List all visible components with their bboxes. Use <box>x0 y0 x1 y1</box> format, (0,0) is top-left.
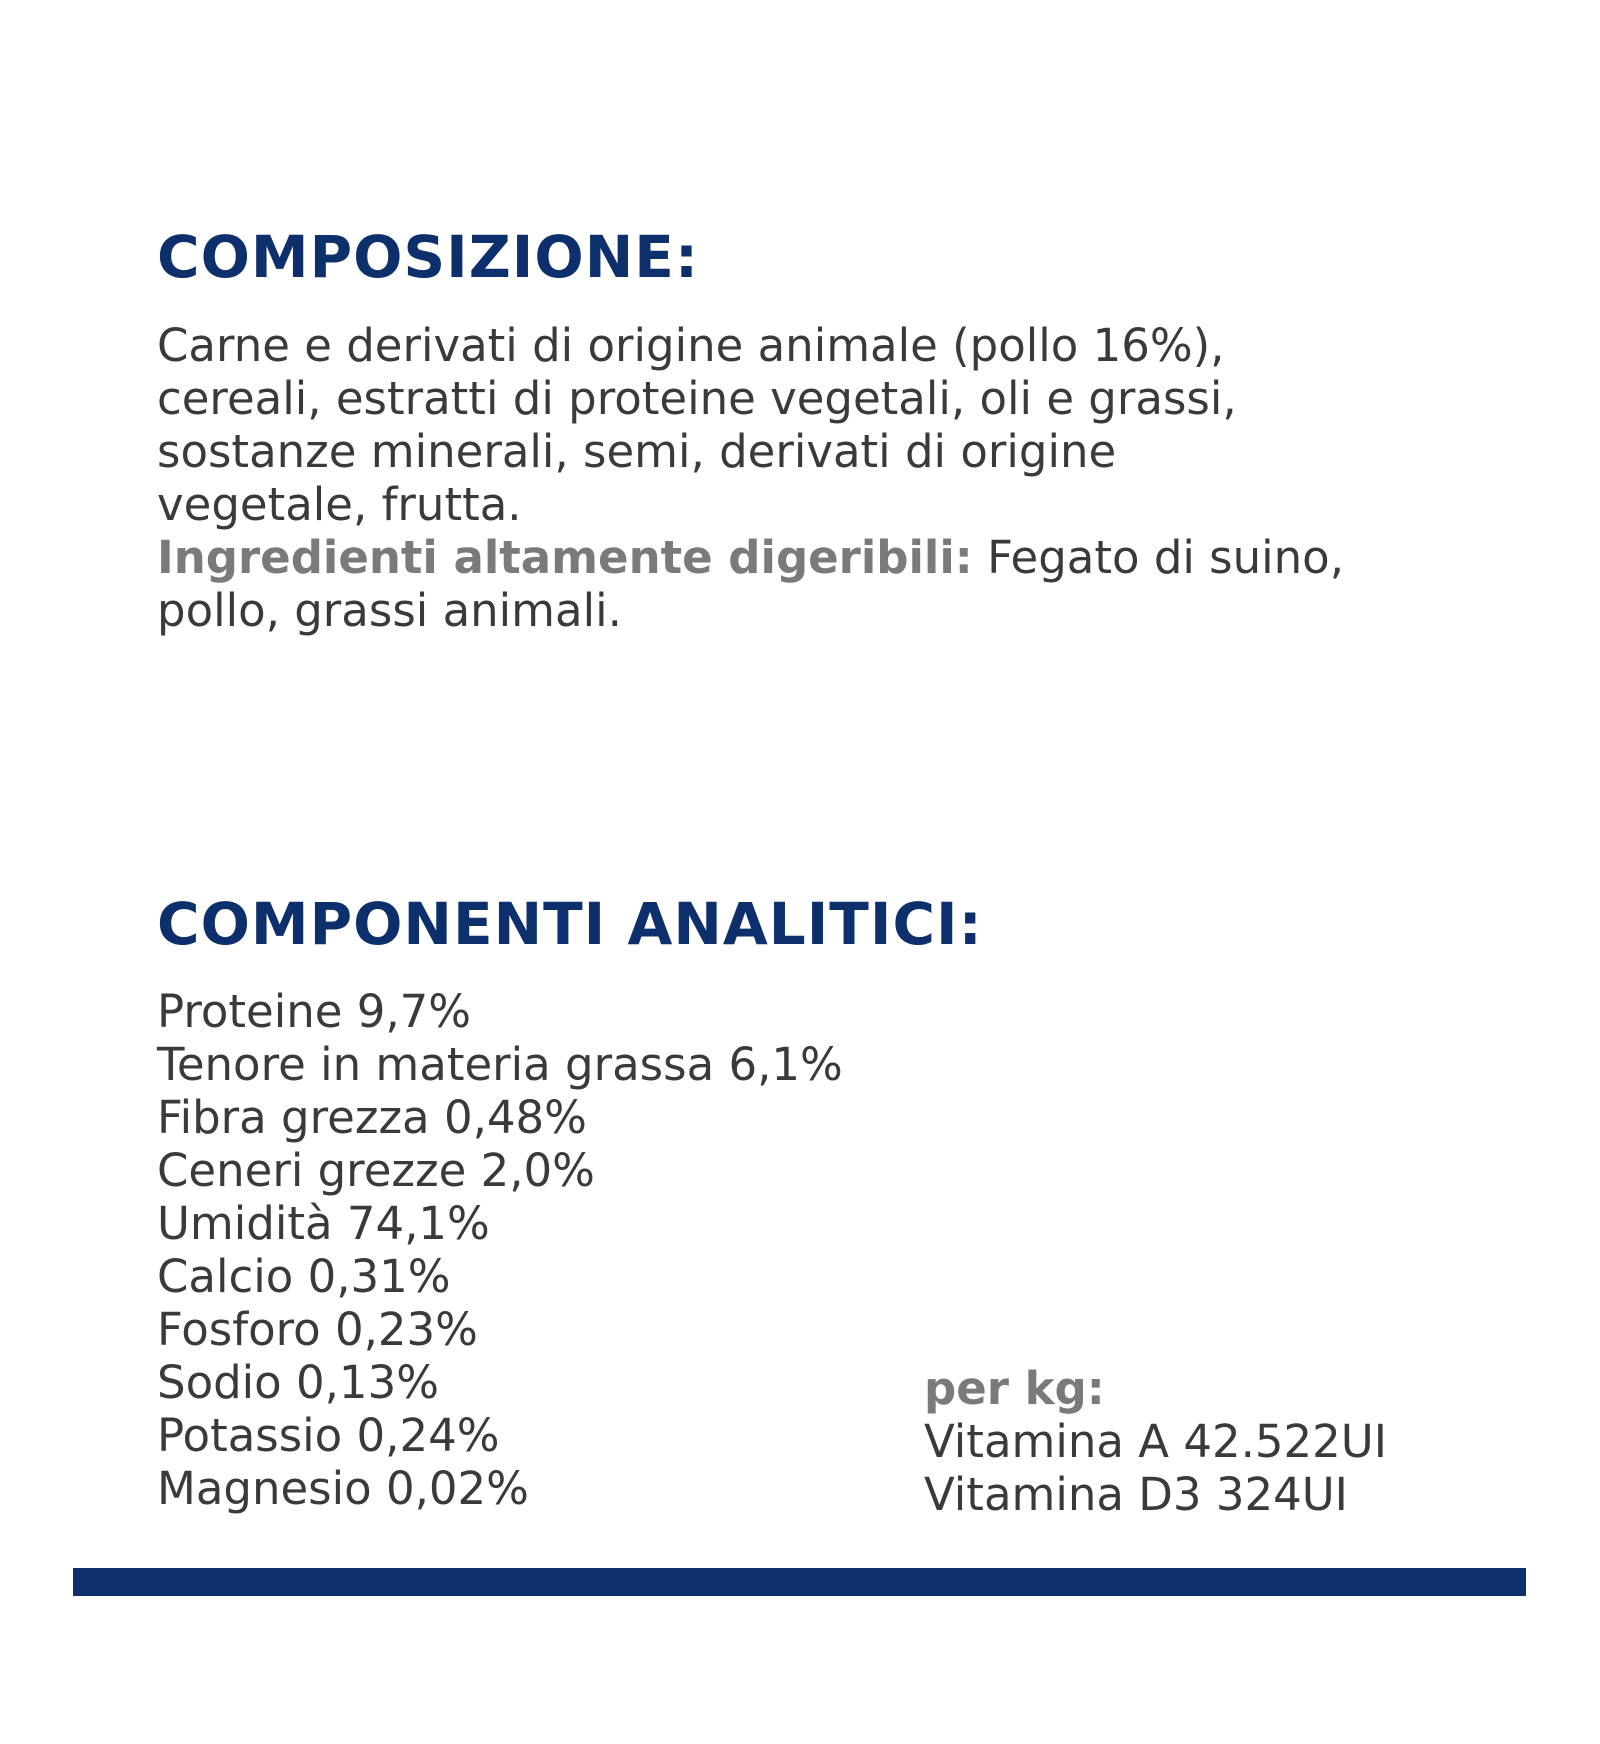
bottom-divider-bar <box>73 1568 1526 1596</box>
analytic-item: Potassio 0,24% <box>157 1409 500 1462</box>
vitamin-list <box>924 1415 1387 1521</box>
digestible-ingredients-line <box>157 531 1344 584</box>
digestible-ingredients-label: Ingredienti altamente digeribili: <box>157 531 973 584</box>
analytic-item: Fibra grezza 0,48% <box>157 1091 587 1144</box>
vitamin-item: Vitamina A 42.522UI <box>924 1415 1388 1468</box>
composition-text <box>157 319 1344 637</box>
analytic-item: Ceneri grezze 2,0% <box>157 1144 595 1197</box>
per-kg-label: per kg: <box>924 1362 1105 1415</box>
analytic-item: Tenore in materia grassa 6,1% <box>157 1038 843 1091</box>
analytics-list <box>157 985 843 1515</box>
digestible-ingredients-continuation: pollo, grassi animali. <box>157 584 622 637</box>
analytics-heading: COMPONENTI ANALITICI: <box>157 890 983 958</box>
composition-heading: COMPOSIZIONE: <box>157 223 700 291</box>
analytic-item: Proteine 9,7% <box>157 985 472 1038</box>
vitamin-item: Vitamina D3 324UI <box>924 1468 1348 1521</box>
analytic-item: Sodio 0,13% <box>157 1356 439 1409</box>
analytic-item: Calcio 0,31% <box>157 1250 451 1303</box>
analytic-item: Fosforo 0,23% <box>157 1303 478 1356</box>
digestible-ingredients-text: Fegato di suino, <box>972 531 1345 584</box>
composition-line: vegetale, frutta. <box>157 478 522 531</box>
composition-line: cereali, estratti di proteine vegetali, oli e grassi, <box>157 372 1237 425</box>
analytic-item: Umidità 74,1% <box>157 1197 490 1250</box>
analytic-item: Magnesio 0,02% <box>157 1462 529 1515</box>
per-kg-block <box>924 1362 1387 1521</box>
composition-line: Carne e derivati di origine animale (pollo 16%), <box>157 319 1225 372</box>
composition-line: sostanze minerali, semi, derivati di origine <box>157 425 1117 478</box>
